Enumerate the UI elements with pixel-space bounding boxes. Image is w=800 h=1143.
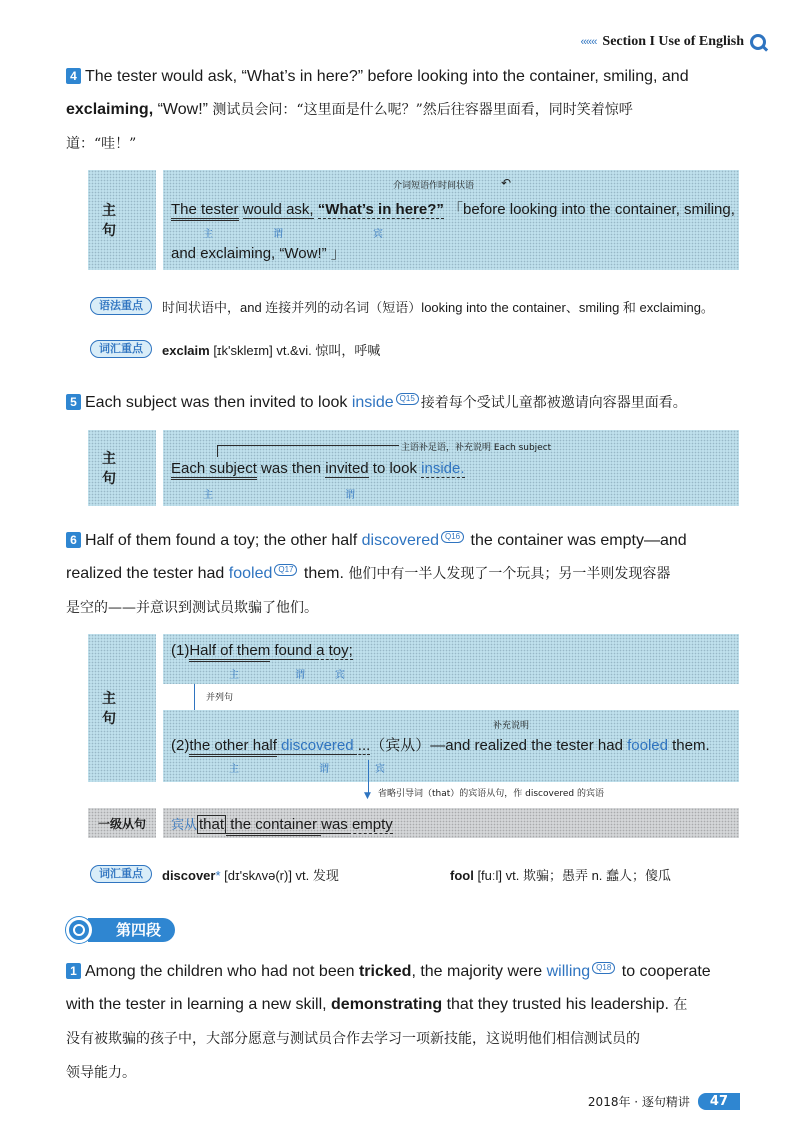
sentence-4-english-rest: “Wow!” (153, 101, 213, 118)
subject-role: 主 (203, 229, 213, 240)
object-role: 宾 (335, 670, 345, 681)
header-title: Section I Use of English (602, 34, 744, 49)
subject-role: 主 (229, 764, 239, 775)
arrow-down-icon: ▼ (364, 791, 371, 801)
question-tag: Q17 (274, 564, 297, 576)
complement-note: 主语补足语，补充说明 Each subject (401, 443, 552, 453)
sentence-6 (66, 524, 746, 625)
bracket-line (217, 445, 399, 457)
sentence-english: Among the children who had not been (85, 963, 359, 980)
sentence-6-english: Half of them found a toy; the other half (85, 532, 362, 549)
header-arrows: ‹‹‹‹‹‹ (580, 36, 597, 48)
sentence-chinese: 在 (673, 997, 688, 1013)
star-mark: * (215, 868, 221, 883)
analysis-box-6-line2 (163, 710, 739, 782)
sentence-5-english: Each subject was then invited to look (85, 394, 352, 411)
sentence-4 (66, 60, 746, 161)
vocab-word: exclaim (162, 343, 210, 358)
magnifier-icon (66, 917, 92, 943)
analysis-box-6-line1 (163, 634, 739, 684)
adverbial-segment: 「before looking into the container, smiling, (448, 201, 735, 218)
main-clause-label: 主句 (88, 170, 156, 270)
analysis-box-4 (163, 170, 739, 270)
predicative-segment: empty (347, 816, 393, 833)
analysis-line-1 (171, 642, 353, 659)
bold-word: tricked (358, 963, 412, 980)
vocab-entry-fool (450, 865, 671, 884)
predicate-role: 谓 (273, 229, 283, 240)
subject-segment: The tester (171, 201, 239, 221)
time-adverbial-note: 介词短语作时间状语 (393, 181, 475, 191)
predicate-segment: invited (325, 460, 369, 477)
sentence-6-english-end: them. (299, 565, 349, 582)
curve-arrow-icon: ↶ (501, 176, 512, 190)
search-icon (750, 34, 766, 50)
analysis-sentence-5 (171, 460, 465, 477)
subject-role: 主 (229, 670, 239, 681)
sentence-4-chinese-cont: 道：“哇！” (66, 136, 137, 152)
sentence-number: 1 (66, 963, 81, 979)
predicate-role: 谓 (319, 764, 329, 775)
question-tag: Q15 (396, 393, 419, 405)
analysis-sentence-4 (171, 198, 735, 219)
subject-segment: the other half (189, 737, 277, 757)
coordination-line (194, 684, 195, 710)
vocab-definition: [dɪ'skʌvə(r)] vt. 发现 (220, 868, 339, 883)
sentence-english-cont: , the majority were (411, 963, 547, 980)
sentence-number: 5 (66, 394, 81, 410)
sentence-number: 6 (66, 532, 81, 548)
sentence-chinese-end: 领导能力。 (66, 1065, 136, 1081)
vocab-focus-pill: 词汇重点 (90, 865, 152, 883)
analysis-box-5 (163, 430, 739, 506)
sentence-5 (66, 386, 746, 420)
sentence-english-cont: to cooperate (617, 963, 711, 980)
coordinate-note: 并列句 (206, 693, 234, 703)
sentence-chinese-cont: 没有被欺骗的孩子中，大部分愿意与测试员合作去学习一项新技能，这说明他们相信测试员的 (66, 1031, 640, 1047)
highlight-word: discovered (361, 532, 439, 549)
object-role: 宾 (375, 764, 385, 775)
predicate-role: 谓 (295, 670, 305, 681)
vocab-word: fool (450, 868, 474, 883)
object-segment: ... (353, 737, 371, 754)
text-segment: （宾从）—and realized the tester had (370, 737, 628, 754)
subordinate-clause-box (163, 808, 739, 838)
grammar-focus-pill: 语法重点 (90, 297, 152, 315)
sentence-4-english: The tester would ask, “What’s in here?” before looking into the container, smiling, and (85, 68, 689, 85)
sentence-number: 4 (66, 68, 81, 84)
vocab-definition: [ɪk'skleɪm] vt.&vi. 惊叫，呼喊 (209, 343, 381, 358)
object-role: 宾 (373, 229, 383, 240)
vocab-definition: [fuːl] vt. 欺骗；愚弄 n. 蠢人；傻瓜 (473, 868, 672, 883)
footer-text: 2018年 · 逐句精讲 (587, 1095, 690, 1109)
subordinate-sentence (171, 814, 393, 833)
object-segment: a toy; (316, 642, 353, 659)
text-segment: them. (667, 737, 710, 754)
subject-segment: Half of them (189, 642, 270, 662)
main-clause-label: 主句 (88, 430, 156, 506)
text-segment: to look (368, 460, 422, 477)
sentence-6-chinese: 他们中有一半人发现了一个玩具；另一半则发现容器 (348, 566, 671, 582)
subordinate-clause-label: 一级从句 (88, 808, 156, 838)
predicate-role: 谓 (345, 490, 355, 501)
sentence-4-chinese: 测试员会问：“这里面是什么呢？”然后往容器里面看，同时笑着惊呼 (212, 102, 633, 118)
connective-box: that (199, 816, 225, 833)
highlight-word: willing (546, 963, 591, 980)
line-index: (2) (171, 737, 190, 754)
predicate-segment: was (321, 816, 348, 833)
predicate-segment: discovered (276, 737, 354, 754)
vocab-word: discover (162, 868, 216, 883)
sentence-6-english-line2: realized the tester had (66, 565, 229, 582)
predicate-segment: found (270, 642, 317, 659)
paragraph-4-sentence-1 (66, 955, 746, 1090)
complement-segment: inside. (421, 460, 465, 477)
page-number: 47 (698, 1093, 740, 1110)
subject-segment: Each subject (171, 460, 257, 480)
question-tag: Q16 (441, 531, 464, 543)
bold-word: demonstrating (331, 996, 443, 1013)
vocab-entry-discover (162, 865, 339, 884)
arrow-line (368, 760, 369, 794)
grammar-focus-text: 时间状语中，and 连接并列的动名词（短语）looking into the container、smiling 和 exclaiming。 (162, 300, 714, 315)
sentence-6-chinese-cont: 是空的——并意识到测试员欺骗了他们。 (66, 600, 318, 616)
highlight-word: inside (351, 394, 394, 411)
subject-role: 主 (203, 490, 213, 501)
text-segment: was then (256, 460, 326, 477)
page-footer (588, 1093, 740, 1110)
sentence-4-bold-word: exclaiming, (66, 101, 154, 118)
line-index: (1) (171, 642, 190, 659)
sentence-6-english-cont: the container was empty—and (466, 532, 687, 549)
supplement-note: 补充说明 (493, 721, 530, 731)
sentence-english-line2: with the tester in learning a new skill, (66, 996, 332, 1013)
object-segment: “What’s in here?” (317, 201, 444, 218)
clause-type: 宾从 (171, 817, 198, 832)
vocab-entry (162, 340, 380, 359)
subject-segment: the container (226, 816, 321, 836)
section-heading (66, 918, 175, 942)
question-tag: Q18 (592, 962, 615, 974)
omission-note: 省略引导词（that）的宾语从句，作 discovered 的宾语 (378, 789, 604, 799)
vocab-focus-pill: 词汇重点 (90, 340, 152, 358)
analysis-sentence-4-cont: and exclaiming, “Wow!” 」 (171, 245, 346, 262)
section-title: 第四段 (88, 918, 175, 942)
highlight-word: fooled (228, 565, 273, 582)
sentence-english-end: that they trusted his leadership. (442, 996, 674, 1013)
main-clause-label: 主句 (88, 634, 156, 782)
running-header (580, 34, 766, 50)
sentence-5-chinese: 接着每个受试儿童都被邀请向容器里面看。 (420, 395, 687, 411)
analysis-line-2 (171, 734, 710, 755)
highlight-word: fooled (627, 737, 668, 754)
predicate-segment: would ask, (242, 201, 314, 218)
